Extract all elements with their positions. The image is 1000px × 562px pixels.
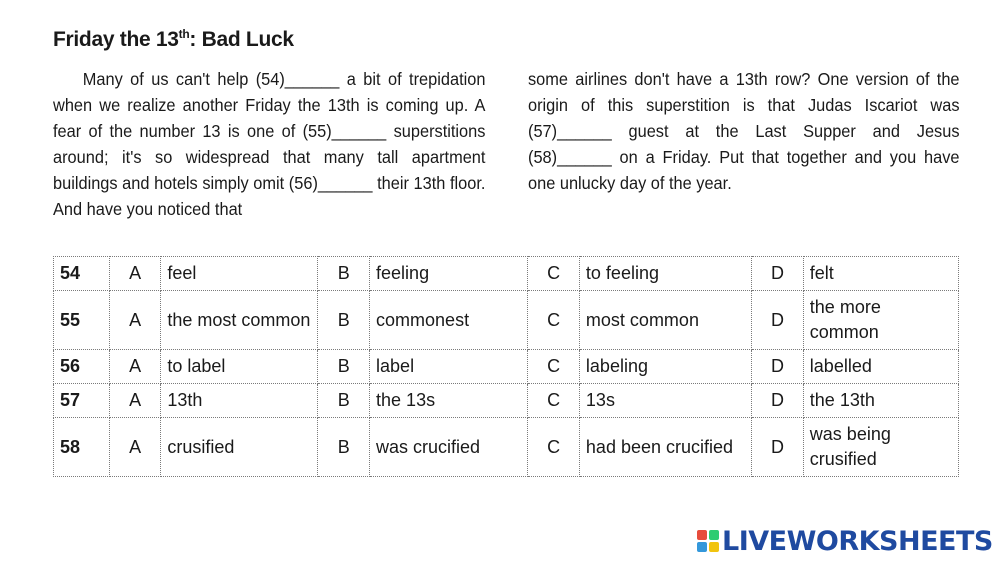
option-letter: C — [528, 350, 580, 384]
option-text: the 13s — [370, 384, 528, 418]
option-letter: C — [528, 291, 580, 350]
question-number: 54 — [54, 257, 110, 291]
option-letter: A — [109, 384, 161, 418]
option-letter: B — [318, 291, 370, 350]
option-text: felt — [803, 257, 958, 291]
option-letter: B — [318, 257, 370, 291]
logo-square-green — [709, 530, 719, 540]
question-number: 58 — [54, 418, 110, 477]
option-letter: D — [752, 257, 804, 291]
option-text: to feeling — [579, 257, 751, 291]
option-letter: D — [752, 350, 804, 384]
option-text: to label — [161, 350, 318, 384]
option-text: was being crusified — [803, 418, 958, 477]
option-text: the most common — [161, 291, 318, 350]
logo-text: LIVEWORKSHEETS — [722, 525, 993, 557]
question-number: 56 — [54, 350, 110, 384]
option-letter: C — [528, 418, 580, 477]
logo-square-yellow — [709, 542, 719, 552]
title-rest: : Bad Luck — [189, 28, 294, 51]
option-text: crusified — [161, 418, 318, 477]
option-letter: C — [528, 384, 580, 418]
option-letter: A — [109, 257, 161, 291]
title-superscript: th — [178, 27, 190, 41]
option-letter: A — [109, 291, 161, 350]
title-main: Friday the 13 — [53, 28, 179, 51]
question-row-57 — [54, 384, 959, 418]
option-letter: D — [752, 384, 804, 418]
answer-options-table — [53, 256, 959, 477]
option-letter: B — [318, 418, 370, 477]
option-letter: A — [109, 418, 161, 477]
page-title — [53, 27, 294, 52]
question-row-55 — [54, 291, 959, 350]
question-row-58 — [54, 418, 959, 477]
option-text: the 13th — [803, 384, 958, 418]
question-number: 55 — [54, 291, 110, 350]
option-text: the more common — [803, 291, 958, 350]
passage-left-text: Many of us can't help (54)______ a bit of trepidation when we realize another Friday the 13th is coming up. A fear of the number 13 is one of (55)______ superstitions around; it's so widespread that many tall apartment buildings and hotels simply omit (56)______ their 13th floor. And have you noticed that — [53, 69, 486, 219]
option-letter: A — [109, 350, 161, 384]
logo-square-blue — [697, 542, 707, 552]
liveworksheets-logo-icon — [697, 530, 719, 552]
question-row-54 — [54, 257, 959, 291]
option-letter: D — [752, 418, 804, 477]
option-text: most common — [579, 291, 751, 350]
question-number: 57 — [54, 384, 110, 418]
option-letter: C — [528, 257, 580, 291]
passage-right-text: some airlines don't have a 13th row? One version of the origin of this superstition is that Judas Iscariot was (57)______ guest at the Last Supper and Jesus (58)______ on a Friday. Put that together and you have one unlucky day of the year. — [528, 69, 960, 193]
liveworksheets-logo — [697, 524, 993, 558]
option-text: feeling — [370, 257, 528, 291]
passage-right-column — [528, 66, 960, 196]
option-letter: B — [318, 350, 370, 384]
question-row-56 — [54, 350, 959, 384]
option-text: 13s — [579, 384, 751, 418]
option-text: was crucified — [370, 418, 528, 477]
logo-square-red — [697, 530, 707, 540]
option-text: labeling — [579, 350, 751, 384]
passage-left-column — [53, 66, 485, 222]
option-letter: B — [318, 384, 370, 418]
option-text: had been crucified — [579, 418, 751, 477]
option-text: 13th — [161, 384, 318, 418]
option-text: commonest — [370, 291, 528, 350]
option-text: feel — [161, 257, 318, 291]
option-text: labelled — [803, 350, 958, 384]
option-text: label — [370, 350, 528, 384]
option-letter: D — [752, 291, 804, 350]
